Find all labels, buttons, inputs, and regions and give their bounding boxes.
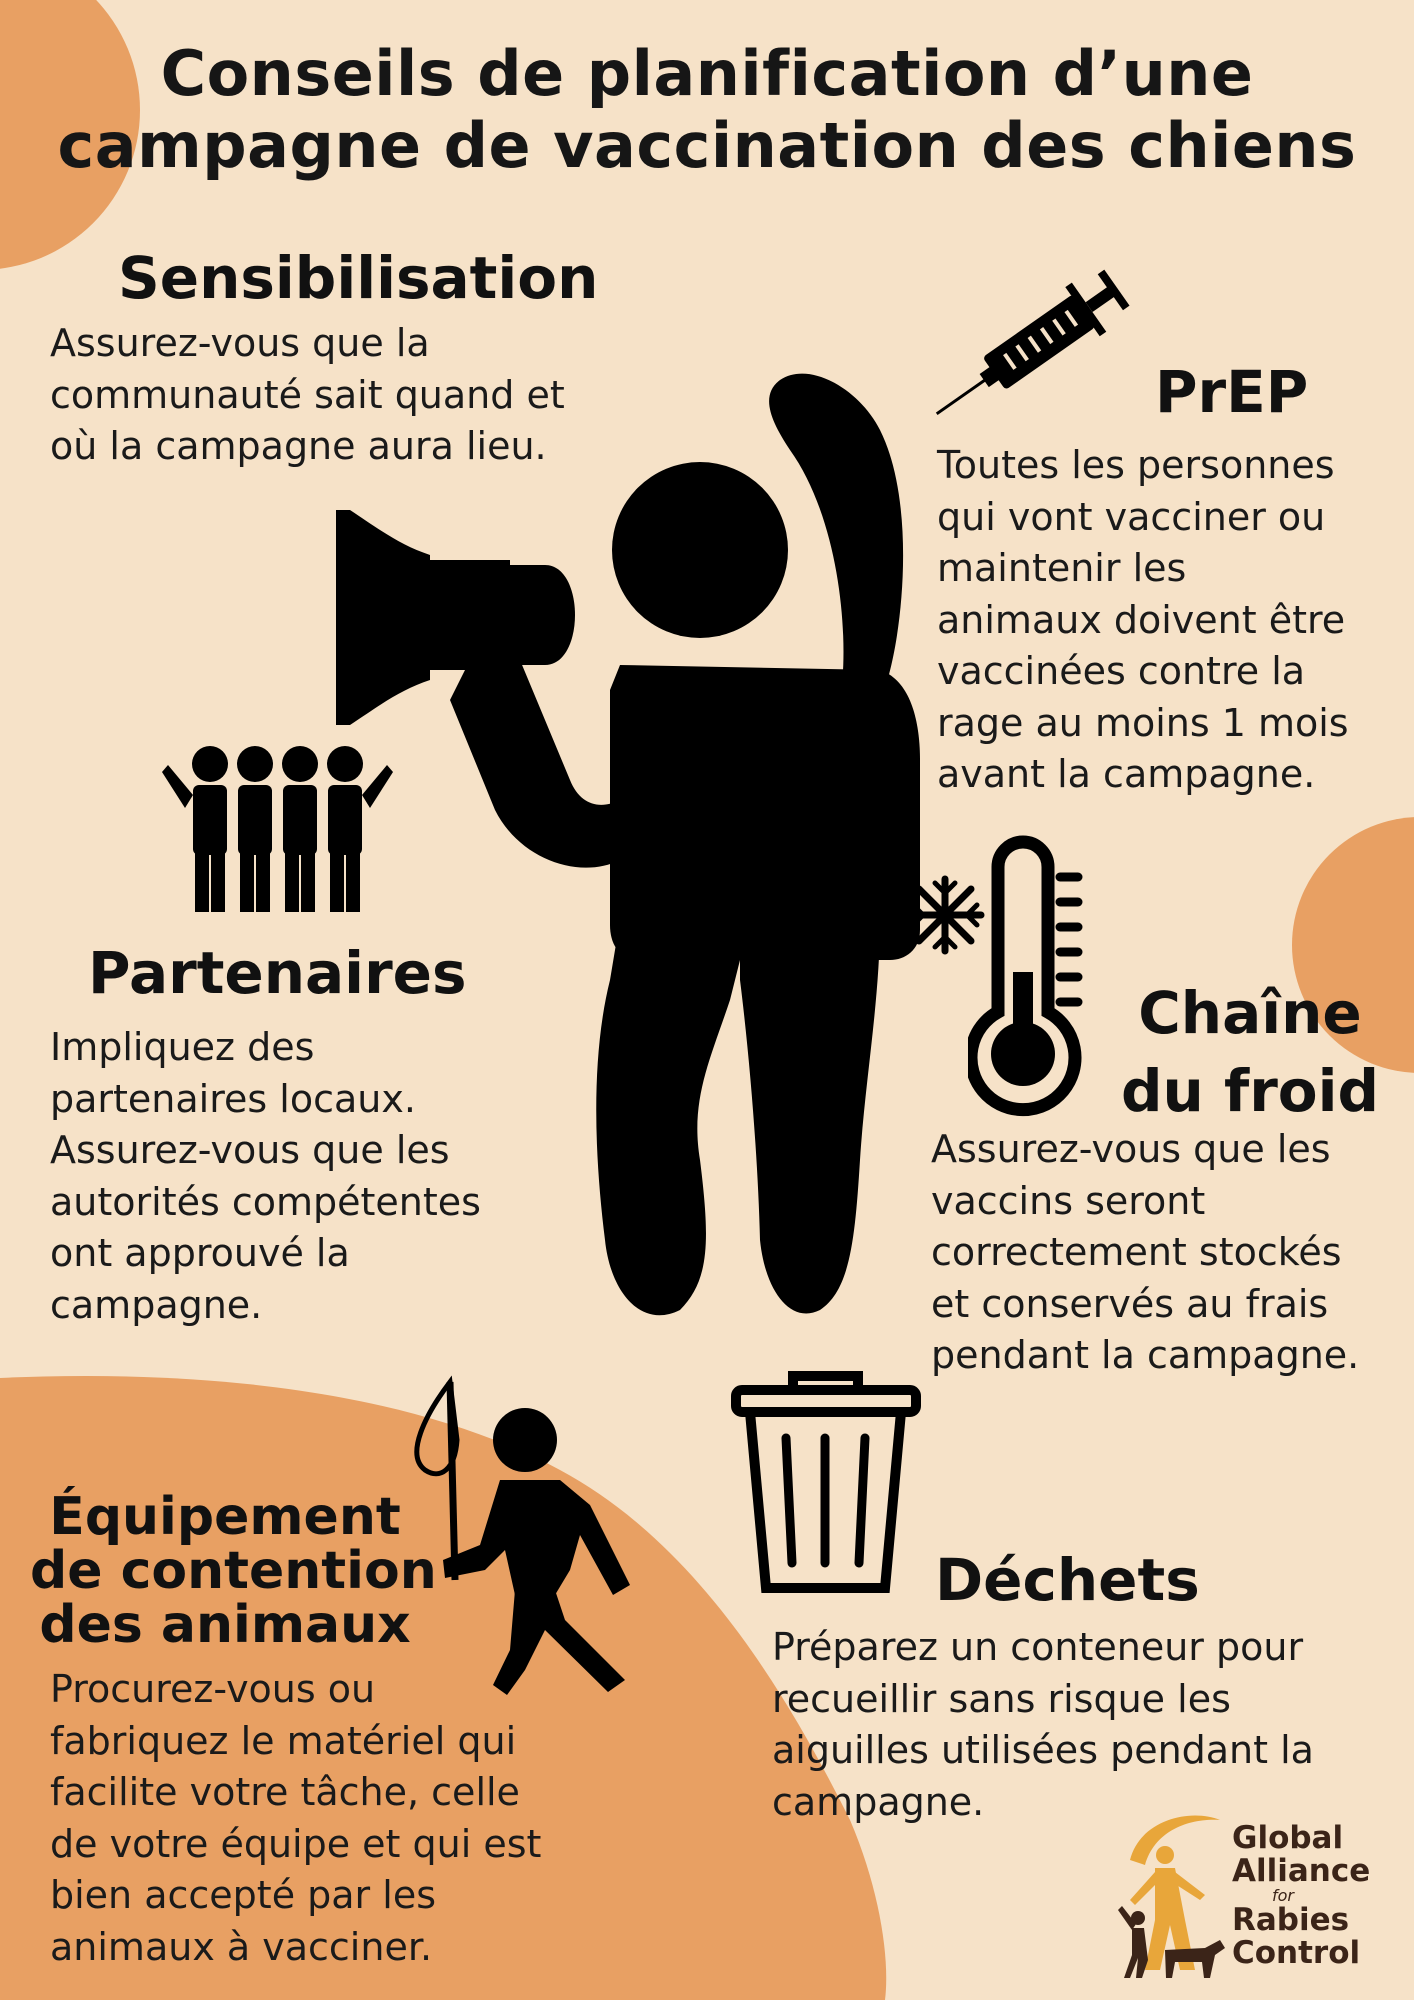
equipement-line: facilite votre tâche, celle <box>50 1770 520 1814</box>
equipement-line: fabriquez le matériel qui <box>50 1718 517 1763</box>
title-line-1: Conseils de planification d’une <box>160 37 1254 110</box>
syringe-icon <box>915 255 1155 435</box>
gard-logo-text <box>1232 1822 1370 1970</box>
sensibilisation-line: communauté sait quand et <box>50 372 565 417</box>
partenaires-text <box>50 1022 481 1331</box>
partenaires-heading: Partenaires <box>88 939 467 1007</box>
chaine-heading-line-2: du froid <box>1120 1057 1380 1125</box>
sensibilisation-text <box>50 318 565 473</box>
sensibilisation-line: où la campagne aura lieu. <box>50 424 547 468</box>
prep-line: maintenir les <box>937 546 1187 590</box>
chaine-line: et conservés au frais <box>931 1281 1329 1326</box>
equipement-line: bien accepté par les <box>50 1873 436 1917</box>
prep-text <box>937 440 1349 801</box>
gard-logo-icon <box>1110 1800 1230 1980</box>
equipement-heading-line-1: Équipement <box>49 1487 401 1547</box>
chaine-line: pendant la campagne. <box>931 1333 1360 1377</box>
equipement-line: animaux à vacciner. <box>50 1924 433 1969</box>
chaine-heading-line-1: Chaîne <box>1138 979 1362 1047</box>
prep-heading: PrEP <box>1155 358 1309 426</box>
dechets-line: recueillir sans risque les <box>772 1676 1231 1721</box>
dechets-heading: Déchets <box>935 1546 1200 1614</box>
group-people-icon <box>160 740 395 915</box>
dechets-text <box>772 1622 1314 1828</box>
prep-line: vaccinées contre la <box>937 649 1306 693</box>
logo-line-3: for <box>1272 1886 1294 1905</box>
catch-pole-person-icon <box>395 1370 645 1700</box>
chaine-text <box>931 1124 1359 1382</box>
logo-line-1: Global <box>1232 1820 1344 1856</box>
equipement-heading-line-3: des animaux <box>39 1595 411 1655</box>
prep-line: rage au moins 1 mois <box>937 700 1349 745</box>
partenaires-line: Impliquez des <box>50 1025 315 1069</box>
partenaires-line: ont approuvé la <box>50 1231 350 1275</box>
equipement-heading <box>30 1487 437 1655</box>
equipement-line: Procurez-vous ou <box>50 1667 376 1711</box>
page-title <box>0 38 1414 182</box>
partenaires-line: autorités compétentes <box>50 1179 481 1224</box>
partenaires-line: partenaires locaux. <box>50 1076 416 1121</box>
dechets-line: Préparez un conteneur pour <box>772 1625 1304 1669</box>
logo-line-5: Control <box>1232 1935 1361 1971</box>
partenaires-line: campagne. <box>50 1282 263 1327</box>
dechets-line: aiguilles utilisées pendant la <box>772 1728 1314 1772</box>
chaine-line: Assurez-vous que les <box>931 1127 1331 1171</box>
prep-line: animaux doivent être <box>937 597 1346 642</box>
equipement-text <box>50 1664 541 1973</box>
dechets-line: campagne. <box>772 1779 985 1824</box>
prep-line: avant la campagne. <box>937 752 1316 796</box>
chaine-heading <box>1120 974 1380 1130</box>
logo-line-4: Rabies <box>1232 1902 1350 1938</box>
sensibilisation-heading: Sensibilisation <box>118 244 599 312</box>
chaine-line: vaccins seront <box>931 1178 1206 1223</box>
partenaires-line: Assurez-vous que les <box>50 1128 450 1172</box>
thermometer-icon <box>968 832 1088 1122</box>
prep-line: qui vont vacciner ou <box>937 494 1326 539</box>
trash-can-icon <box>728 1368 923 1598</box>
title-line-2: campagne de vaccination des chiens <box>57 109 1357 182</box>
logo-line-2: Alliance <box>1232 1853 1371 1889</box>
sensibilisation-line: Assurez-vous que la <box>50 321 430 365</box>
equipement-line: de votre équipe et qui est <box>50 1821 542 1866</box>
prep-line: Toutes les personnes <box>937 443 1335 487</box>
equipement-heading-line-2: de contention <box>30 1541 437 1601</box>
chaine-line: correctement stockés <box>931 1230 1342 1274</box>
